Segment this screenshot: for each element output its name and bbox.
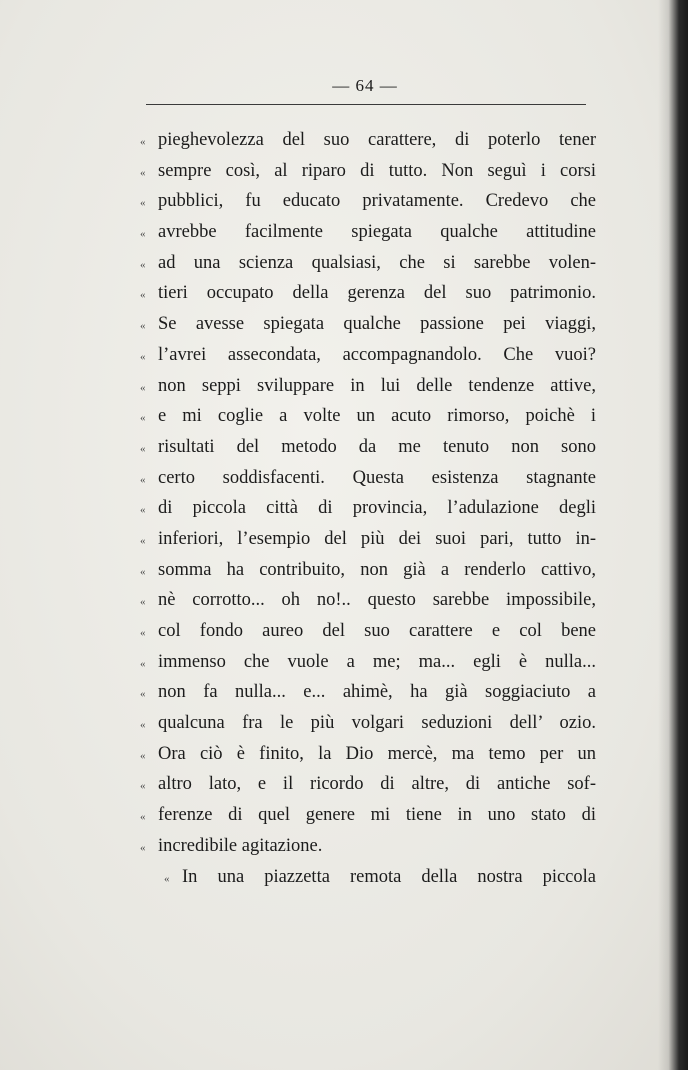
text-line <box>140 186 596 217</box>
quote-mark: « <box>140 841 146 854</box>
line-text: ferenze di quel genere mi tiene in uno stato di <box>158 805 596 826</box>
line-text: non fa nulla... e... ahimè, ha già soggiaciuto a <box>158 682 596 703</box>
line-text: Se avesse spiegata qualche passione pei viaggi, <box>158 314 596 335</box>
quote-mark: « <box>140 289 146 302</box>
quote-mark: « <box>140 258 146 271</box>
quote-mark: « <box>140 534 146 547</box>
quote-mark: « <box>140 320 146 333</box>
line-text: e mi coglie a volte un acuto rimorso, poichè i <box>158 406 596 427</box>
text-line <box>140 156 596 187</box>
line-text: risultati del metodo da me tenuto non sono <box>158 436 596 457</box>
text-line <box>140 739 596 770</box>
book-binding-edge <box>658 0 688 1070</box>
line-text: incredibile agitazione. <box>158 835 323 856</box>
quote-mark: « <box>140 350 146 363</box>
line-text: inferiori, l’esempio del più dei suoi pari, tutto in- <box>158 528 596 549</box>
text-line <box>140 217 596 248</box>
text-line <box>140 248 596 279</box>
quote-mark: « <box>140 442 146 455</box>
body-text <box>140 125 596 892</box>
line-text: avrebbe facilmente spiegata qualche attitudine <box>158 222 596 243</box>
quote-mark: « <box>140 166 146 179</box>
header-rule <box>146 104 586 105</box>
quote-mark: « <box>140 780 146 793</box>
quote-mark: « <box>140 749 146 762</box>
line-text: sempre così, al riparo di tutto. Non seguì i corsi <box>158 160 596 181</box>
text-line-new-paragraph <box>140 862 596 893</box>
text-line <box>140 769 596 800</box>
line-text: pubblici, fu educato privatamente. Credevo che <box>158 191 596 212</box>
text-line <box>140 647 596 678</box>
quote-mark: « <box>140 596 146 609</box>
line-text: col fondo aureo del suo carattere e col bene <box>158 621 596 641</box>
quote-mark: « <box>140 504 146 517</box>
line-text: l’avrei assecondata, accompagnandolo. Che vuoi? <box>158 344 596 365</box>
line-text: pieghevolezza del suo carattere, di poterlo tener <box>158 130 596 150</box>
text-line <box>140 340 596 371</box>
quote-mark: « <box>140 473 146 486</box>
text-line <box>140 309 596 340</box>
line-text: non seppi sviluppare in lui delle tendenze attive, <box>158 375 596 396</box>
text-line <box>140 555 596 586</box>
text-line <box>140 493 596 524</box>
line-text: Ora ciò è finito, la Dio mercè, ma temo per un <box>158 743 596 764</box>
quote-mark: « <box>140 719 146 732</box>
quote-mark: « <box>140 136 146 148</box>
text-line <box>140 278 596 309</box>
quote-mark: « <box>140 565 146 578</box>
line-text: di piccola città di provincia, l’adulazione degli <box>158 498 596 519</box>
text-line <box>140 585 596 616</box>
text-line <box>140 708 596 739</box>
text-line <box>140 432 596 463</box>
text-line <box>140 463 596 494</box>
line-text: immenso che vuole a me; ma... egli è nulla... <box>158 651 596 672</box>
quote-mark: « <box>140 381 146 394</box>
text-line <box>140 831 596 862</box>
quote-mark: « <box>140 688 146 701</box>
quote-mark: « <box>140 627 146 639</box>
line-text: ad una scienza qualsiasi, che si sarebbe volen- <box>158 252 596 273</box>
line-text: In una piazzetta remota della nostra piccola <box>182 866 596 887</box>
line-text: qualcuna fra le più volgari seduzioni dell’ ozio. <box>158 713 596 734</box>
text-line <box>140 401 596 432</box>
quote-mark: « <box>140 412 146 425</box>
text-line <box>140 524 596 555</box>
text-line <box>140 371 596 402</box>
line-text: somma ha contribuito, non già a renderlo cattivo, <box>158 559 596 580</box>
text-line <box>140 800 596 831</box>
quote-mark: « <box>140 657 146 670</box>
text-line <box>140 677 596 708</box>
line-text: tieri occupato della gerenza del suo patrimonio. <box>158 283 596 304</box>
line-text: altro lato, e il ricordo di altre, di antiche sof- <box>158 774 596 795</box>
page-number: — 64 — <box>332 76 398 95</box>
quote-mark: « <box>164 872 170 885</box>
quote-mark: « <box>140 228 146 241</box>
quote-mark: « <box>140 811 146 824</box>
quote-mark: « <box>140 197 146 210</box>
line-text: nè corrotto... oh no!.. questo sarebbe impossibile, <box>158 590 596 611</box>
text-line <box>140 616 596 647</box>
text-line <box>140 125 596 156</box>
line-text: certo soddisfacenti. Questa esistenza stagnante <box>158 467 596 488</box>
